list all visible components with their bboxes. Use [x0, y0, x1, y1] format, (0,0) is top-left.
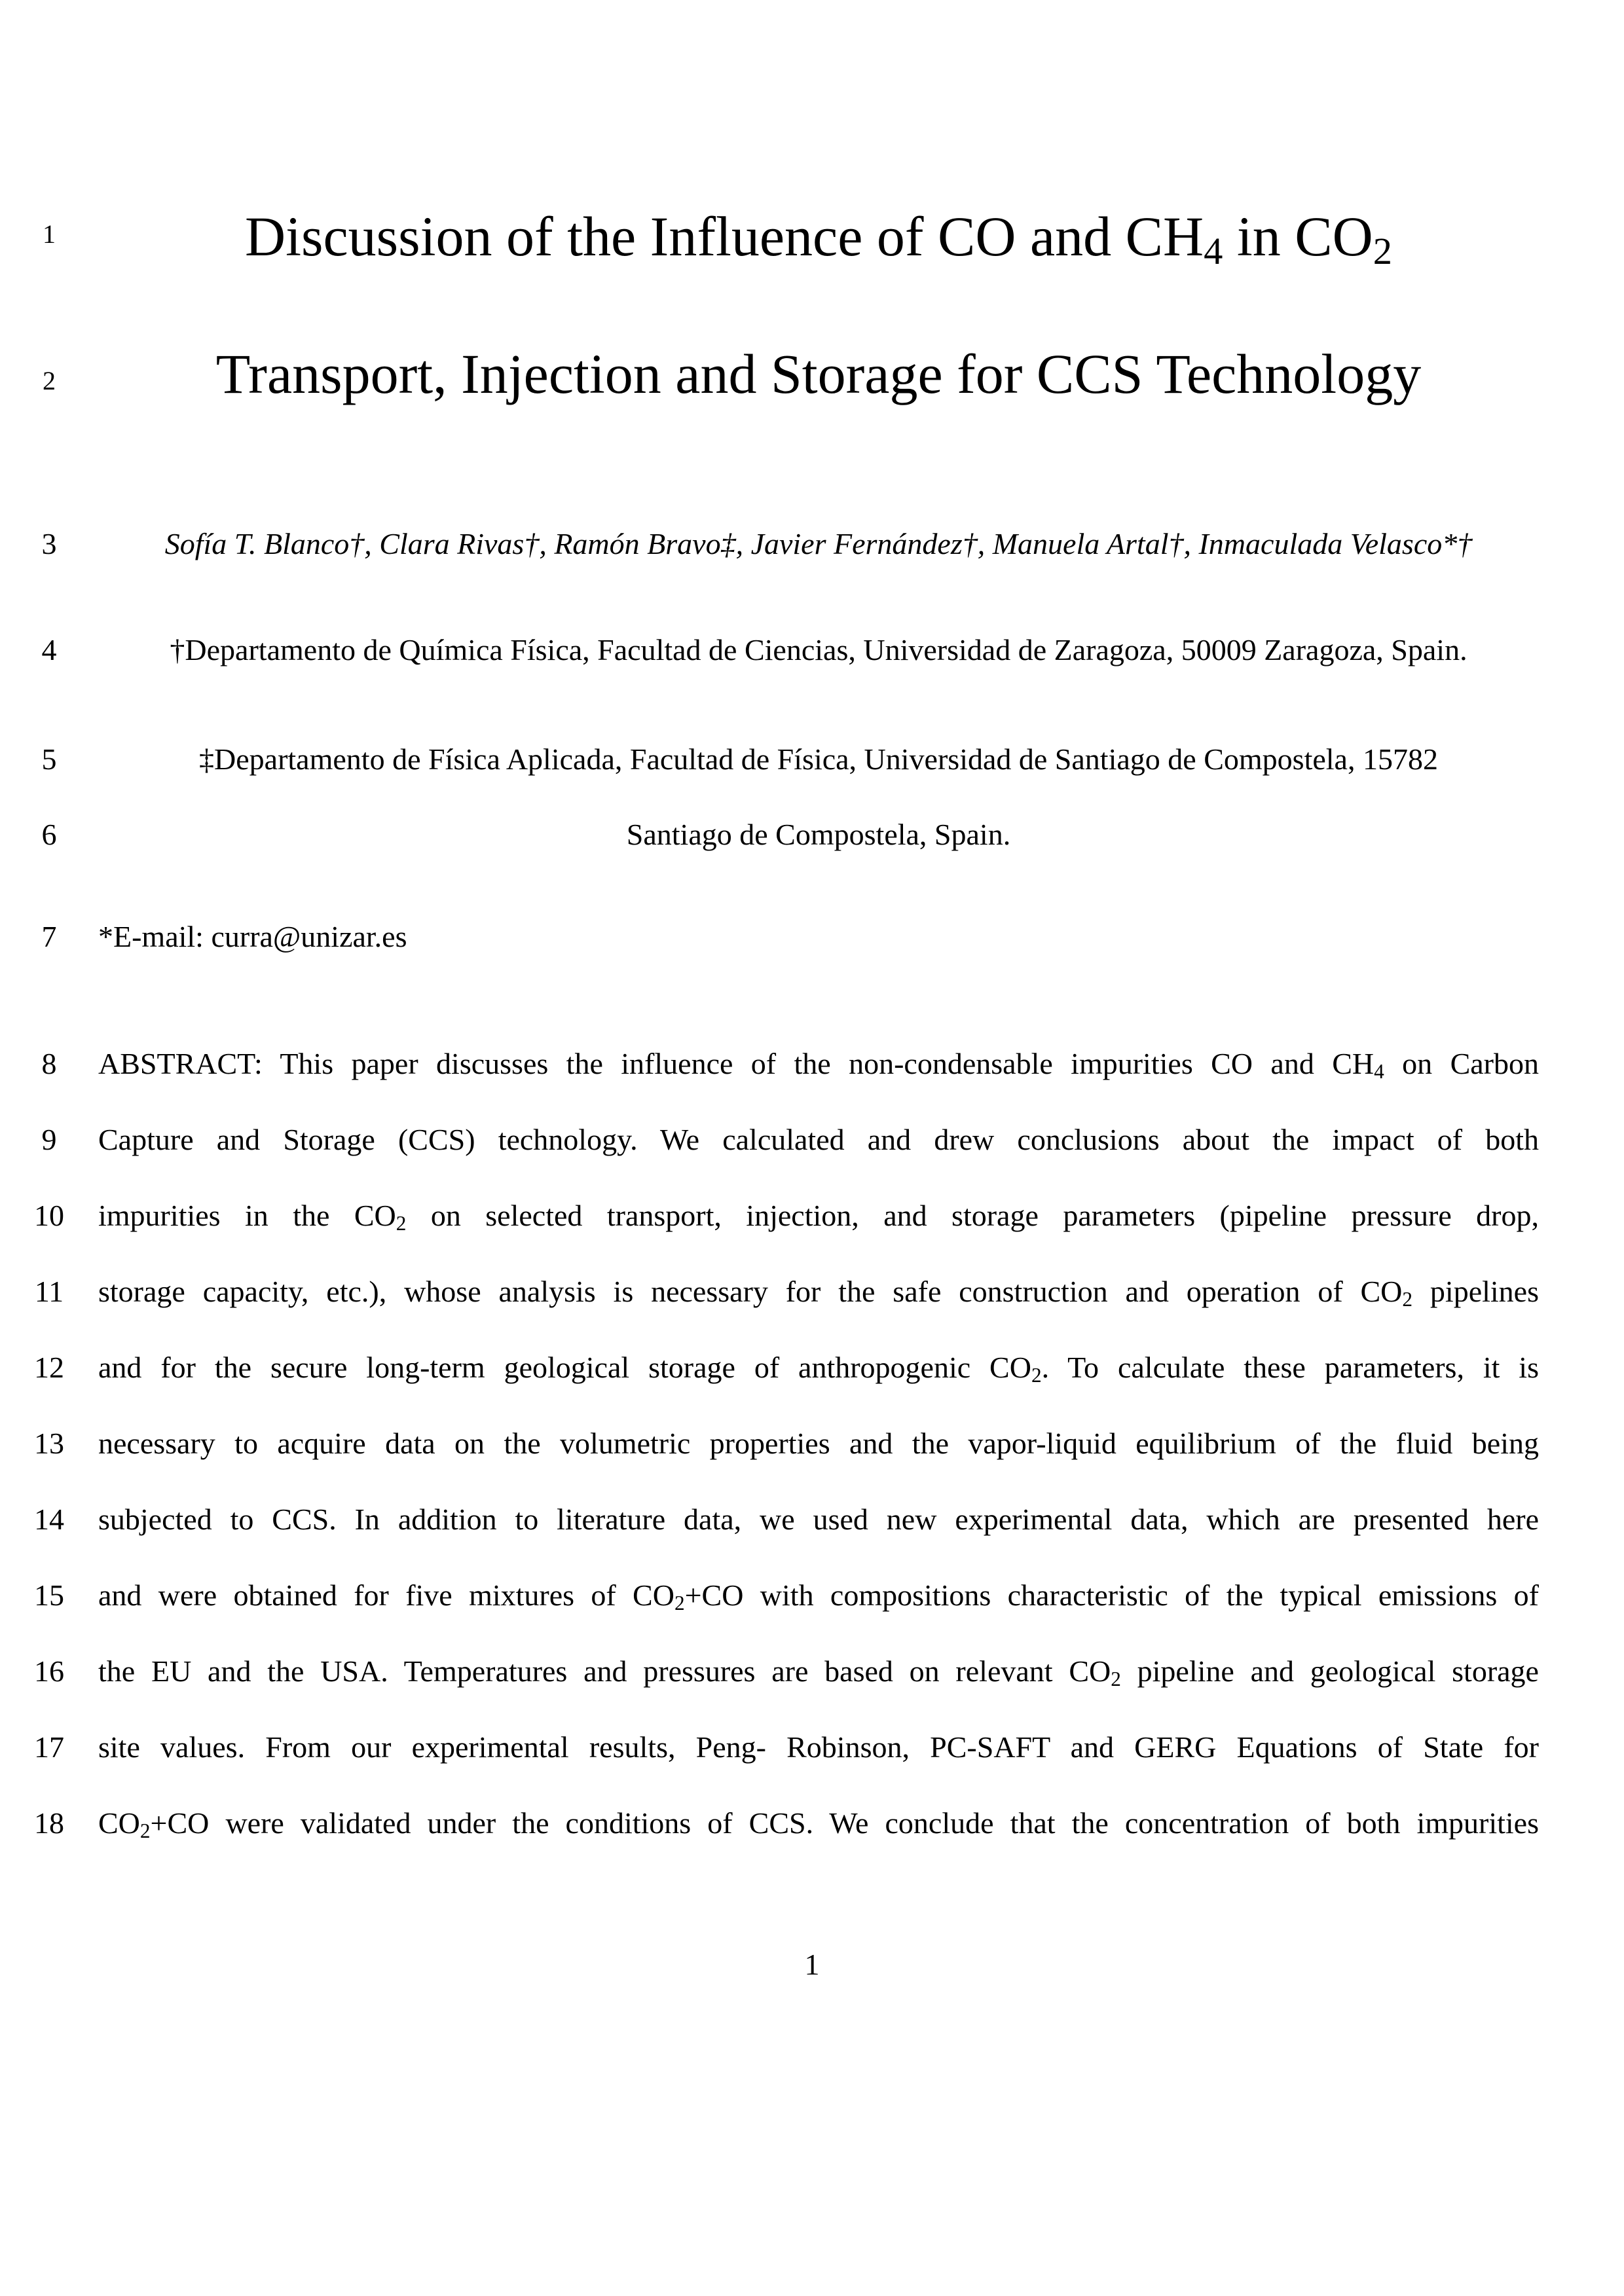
abstract-text: +CO with compositions characteristic of the typical emissions of [684, 1578, 1539, 1612]
subscript: 2 [396, 1211, 407, 1235]
subscript: 2 [1402, 1287, 1413, 1311]
subscript: 2 [1031, 1363, 1042, 1387]
abstract-line: subjected to CCS. In addition to literature data, we used new experimental data, which are presented here [98, 1503, 1539, 1536]
abstract-line [98, 1578, 1539, 1614]
subscript: 2 [1373, 229, 1392, 272]
abstract-text: on Carbon [1384, 1047, 1539, 1080]
line-number: 14 [34, 1503, 64, 1536]
line-number: 1 [43, 219, 56, 249]
subscript: 4 [1374, 1059, 1384, 1083]
paper-title-line-1 [98, 205, 1539, 272]
abstract-text: ABSTRACT: This paper discusses the influence of the non-condensable impurities CO and CH [98, 1047, 1375, 1080]
abstract-text: and were obtained for five mixtures of CO [98, 1578, 674, 1612]
line-number: 2 [43, 366, 56, 395]
abstract-text: impurities in the CO [98, 1199, 396, 1232]
page-number: 1 [804, 1948, 820, 1981]
title-text: in CO [1223, 205, 1373, 268]
line-number: 12 [34, 1351, 64, 1384]
abstract-text: +CO were validated under the conditions of CCS. We conclude that the concentration of both impurities [150, 1806, 1539, 1840]
line-number: 7 [41, 920, 57, 953]
abstract-text: on selected transport, injection, and storage parameters (pipeline pressure drop, [406, 1199, 1540, 1232]
line-number: 9 [41, 1123, 57, 1156]
line-number: 6 [41, 818, 57, 851]
abstract-line [98, 1654, 1539, 1690]
abstract-text: pipeline and geological storage [1120, 1654, 1539, 1688]
subscript: 4 [1204, 229, 1223, 272]
abstract-line [98, 1199, 1540, 1235]
line-number: 4 [41, 633, 57, 666]
line-number: 3 [41, 527, 57, 560]
abstract-text: . To calculate these parameters, it is [1041, 1351, 1539, 1384]
affiliation-1: †Departamento de Química Física, Facultad de Ciencias, Universidad de Zaragoza, 50009 Zaragoza, Spain. [170, 633, 1467, 666]
abstract-text: storage capacity, etc.), whose analysis is necessary for the safe construction and operation of CO [98, 1275, 1403, 1308]
subscript: 2 [139, 1819, 151, 1842]
author-list: Sofía T. Blanco†, Clara Rivas†, Ramón Bravo‡, Javier Fernández†, Manuela Artal†, Inmaculada Velasco*† [164, 527, 1473, 560]
title-text: Discussion of the Influence of CO and CH [245, 205, 1204, 268]
abstract-text: pipelines [1412, 1275, 1539, 1308]
line-number: 18 [34, 1806, 64, 1840]
corresponding-email: *E-mail: curra@unizar.es [98, 920, 407, 953]
subscript: 2 [674, 1591, 685, 1614]
line-number: 10 [34, 1199, 64, 1232]
abstract-line: necessary to acquire data on the volumetric properties and the vapor-liquid equilibrium of the fluid being [98, 1427, 1539, 1460]
line-number: 13 [34, 1427, 64, 1460]
line-number: 16 [34, 1654, 64, 1688]
line-number: 17 [34, 1730, 64, 1764]
subscript: 2 [1111, 1667, 1121, 1690]
line-number: 8 [41, 1047, 57, 1080]
abstract-text: CO [98, 1806, 140, 1840]
abstract-line [98, 1806, 1539, 1842]
abstract-text: and for the secure long-term geological storage of anthropogenic CO [98, 1351, 1031, 1384]
affiliation-2-cont: Santiago de Compostela, Spain. [626, 818, 1011, 851]
paper-title-line-2: Transport, Injection and Storage for CCS Technology [215, 342, 1422, 405]
abstract-line [98, 1275, 1539, 1311]
abstract-line: site values. From our experimental results, Peng- Robinson, PC-SAFT and GERG Equations of State for [98, 1730, 1539, 1764]
line-number: 15 [34, 1578, 64, 1612]
abstract-text: the EU and the USA. Temperatures and pressures are based on relevant CO [98, 1654, 1111, 1688]
line-number: 5 [41, 742, 57, 776]
abstract-line [98, 1047, 1539, 1083]
abstract-line: Capture and Storage (CCS) technology. We calculated and drew conclusions about the impact of both [98, 1123, 1539, 1156]
abstract-line [98, 1351, 1539, 1387]
affiliation-2: ‡Departamento de Física Aplicada, Facultad de Física, Universidad de Santiago de Compostela, 15782 [199, 742, 1438, 776]
line-number: 11 [34, 1275, 64, 1308]
